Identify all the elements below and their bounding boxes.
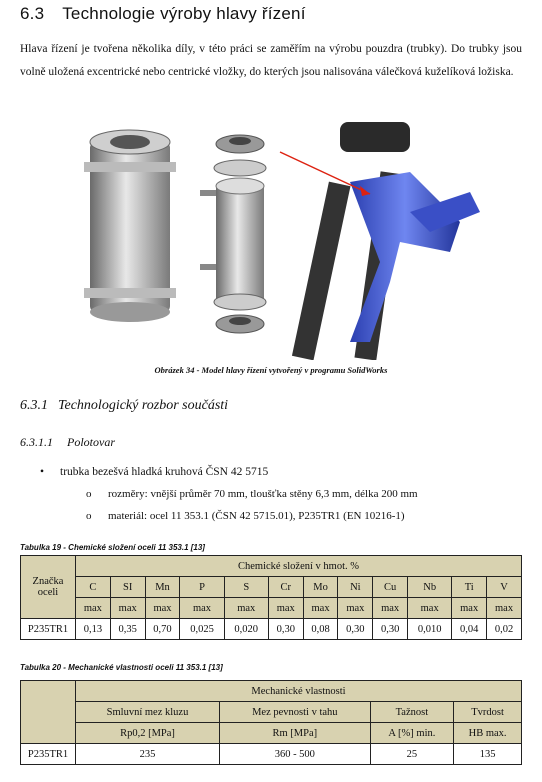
subsubsection-title: Polotovar xyxy=(67,435,115,449)
limit-cell: max xyxy=(487,598,522,619)
element-header-cell: Cu xyxy=(373,577,408,598)
value-cell: 0,35 xyxy=(110,619,145,640)
steering-head-figure xyxy=(50,112,526,360)
value-cell: 25 xyxy=(370,744,454,765)
steel-grade-header xyxy=(21,556,76,619)
limit-row xyxy=(21,598,522,619)
table-row xyxy=(21,619,522,640)
intro-paragraph: Hlava řízení je tvořena několika díly, v této práci se zaměřím na výrobu pouzdra (trubky). Do trubky jsou volně uložená excentrické nebo centrické vložky, do kterých jsou nalisována válečková kuželíková ložiska. xyxy=(20,43,522,78)
limit-cell: max xyxy=(224,598,268,619)
limit-cell: max xyxy=(145,598,180,619)
unit-cell: A [%] min. xyxy=(370,723,454,744)
corner-line: oceli xyxy=(37,587,59,598)
sub-bullet-dimensions xyxy=(86,488,418,500)
circle-bullet-icon: o xyxy=(86,488,92,500)
value-cell: 0,02 xyxy=(487,619,522,640)
value-cell: 0,020 xyxy=(224,619,268,640)
limit-cell: max xyxy=(452,598,487,619)
element-header-cell: C xyxy=(76,577,111,598)
value-cell: 360 - 500 xyxy=(220,744,371,765)
value-cell: 0,08 xyxy=(303,619,338,640)
limit-cell: max xyxy=(268,598,303,619)
section-heading xyxy=(20,4,306,24)
subsection-title: Technologický rozbor součásti xyxy=(58,398,229,413)
value-cell: 0,30 xyxy=(338,619,373,640)
limit-cell: max xyxy=(110,598,145,619)
bullet-item xyxy=(40,466,268,478)
row-label: P235TR1 xyxy=(21,619,76,640)
element-header-cell: Nb xyxy=(408,577,452,598)
limit-cell: max xyxy=(180,598,224,619)
sub-bullet-material xyxy=(86,510,405,522)
steel-grade-header xyxy=(21,681,76,744)
table-row xyxy=(21,744,522,765)
exploded-view-image xyxy=(200,135,266,333)
section-title: Technologie výroby hlavy řízení xyxy=(62,4,306,23)
table19-caption: Tabulka 19 - Chemické složení oceli 11 353.1 [13] xyxy=(20,543,205,552)
value-cell: 0,70 xyxy=(145,619,180,640)
value-cell: 0,30 xyxy=(268,619,303,640)
element-header-cell: Cr xyxy=(268,577,303,598)
chemical-composition-table xyxy=(20,555,522,640)
value-cell: 0,010 xyxy=(408,619,452,640)
value-cell: 0,025 xyxy=(180,619,224,640)
subsection-number: 6.3.1 xyxy=(20,398,48,413)
figure-caption: Obrázek 34 - Model hlavy řízení vytvořený v programu SolidWorks xyxy=(154,365,388,375)
value-cell: 0,30 xyxy=(373,619,408,640)
element-header-cell: SI xyxy=(110,577,145,598)
subsection-heading xyxy=(20,398,228,414)
element-header-row xyxy=(21,577,522,598)
circle-bullet-icon: o xyxy=(86,510,92,522)
element-header-cell: Mn xyxy=(145,577,180,598)
value-cell: 0,13 xyxy=(76,619,111,640)
unit-cell: Rp0,2 [MPa] xyxy=(76,723,220,744)
value-cell: 0,04 xyxy=(452,619,487,640)
corner-line: Značka xyxy=(32,576,64,587)
composition-group-header: Chemické složení v hmot. % xyxy=(76,556,522,577)
tube-assembly-image xyxy=(84,130,176,322)
limit-cell: max xyxy=(303,598,338,619)
property-header-cell: Tažnost xyxy=(370,702,454,723)
property-header-cell: Tvrdost xyxy=(454,702,522,723)
element-header-cell: S xyxy=(224,577,268,598)
row-label: P235TR1 xyxy=(21,744,76,765)
mechanical-properties-table xyxy=(20,680,522,765)
limit-cell: max xyxy=(338,598,373,619)
subsubsection-heading xyxy=(20,435,115,450)
bullet-dot-icon: • xyxy=(40,466,45,478)
limit-cell: max xyxy=(76,598,111,619)
unit-cell: Rm [MPa] xyxy=(220,723,371,744)
sub-bullet-text: materiál: ocel 11 353.1 (ČSN 42 5715.01), P235TR1 (EN 10216-1) xyxy=(108,510,405,522)
limit-cell: max xyxy=(408,598,452,619)
unit-row xyxy=(21,723,522,744)
element-header-cell: Ni xyxy=(338,577,373,598)
element-header-cell: P xyxy=(180,577,224,598)
element-header-cell: Ti xyxy=(452,577,487,598)
mechanical-group-header: Mechanické vlastnosti xyxy=(76,681,522,702)
unit-cell: HB max. xyxy=(454,723,522,744)
sub-bullet-text: rozměry: vnější průměr 70 mm, tloušťka stěny 6,3 mm, délka 200 mm xyxy=(108,488,418,500)
element-header-cell: V xyxy=(487,577,522,598)
property-header-cell: Smluvní mez kluzu xyxy=(76,702,220,723)
element-header-cell: Mo xyxy=(303,577,338,598)
property-header-row xyxy=(21,702,522,723)
limit-cell: max xyxy=(373,598,408,619)
value-cell: 235 xyxy=(76,744,220,765)
property-header-cell: Mez pevnosti v tahu xyxy=(220,702,371,723)
section-number: 6.3 xyxy=(20,4,45,23)
bullet-text: trubka bezešvá hladká kruhová ČSN 42 5715 xyxy=(60,466,269,478)
table20-caption: Tabulka 20 - Mechanické vlastnosti oceli 11 353.1 [13] xyxy=(20,663,223,672)
subsubsection-number: 6.3.1.1 xyxy=(20,435,53,449)
value-cell: 135 xyxy=(454,744,522,765)
fork-assembly-image xyxy=(280,122,480,360)
